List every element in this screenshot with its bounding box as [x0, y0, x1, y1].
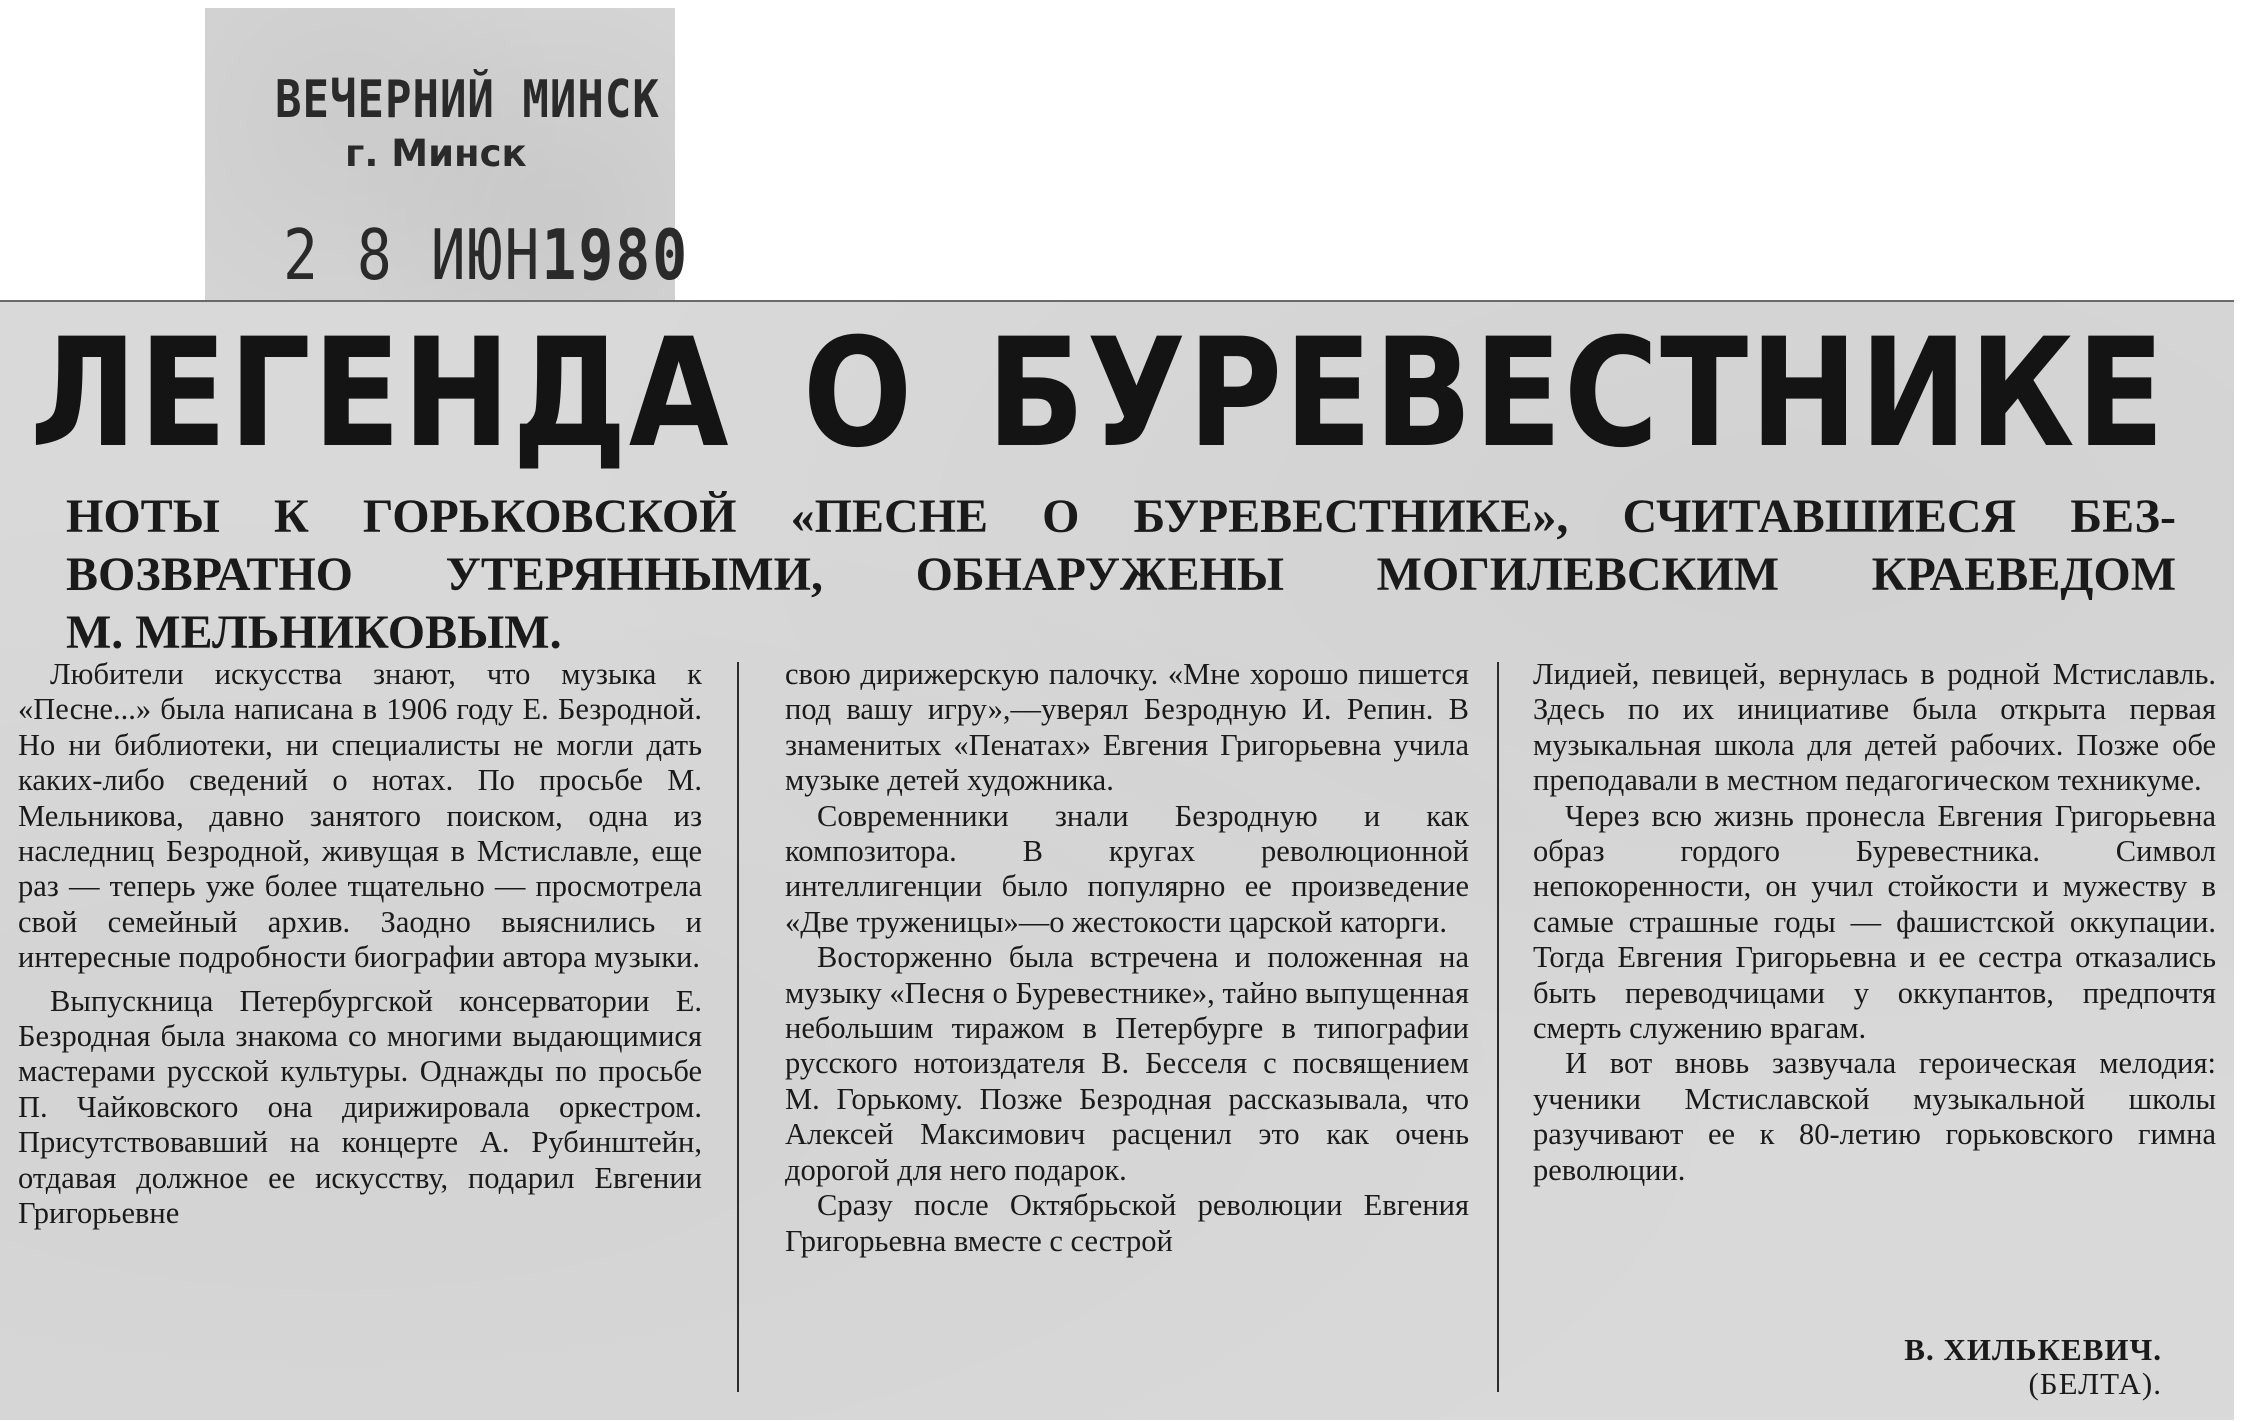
article-paragraph: свою дирижерскую палочку. «Мне хорошо пишется под вашу игру»,—уверял Безродную И. Репин. В знаменитых «Пенатах» Евгения Григорьевна учила музыке детей художника.	[785, 657, 1469, 798]
subheadline-line: НОТЫ К ГОРЬКОВСКОЙ «ПЕСНЕ О БУРЕВЕСТНИКЕ», СЧИТАВШИЕСЯ БЕЗ-	[66, 490, 2176, 543]
newspaper-clipping	[0, 300, 2234, 1420]
column-divider	[737, 662, 739, 1392]
article-paragraph: Современники знали Безродную и как композитора. В кругах революционной интеллигенции было популярно ее произведение «Две труженицы»—о жестокости царской каторги.	[785, 798, 1469, 939]
article-column-3	[1533, 657, 2216, 1188]
article-column-2	[785, 657, 1469, 1259]
column-divider	[1497, 662, 1499, 1392]
subheadline-line: М. МЕЛЬНИКОВЫМ.	[66, 606, 562, 659]
stamp-city: г. Минск	[345, 132, 527, 175]
article-author: В. ХИЛЬКЕВИЧ.	[1904, 1332, 2162, 1367]
article-paragraph: Лидией, певицей, вернулась в родной Мстиславль. Здесь по их инициативе была открыта первая музыкальная школа для детей рабочих. Позже обе преподавали в местном педагогическом техникуме.	[1533, 657, 2216, 798]
article-column-1	[18, 657, 702, 1232]
article-paragraph: Восторженно была встречена и положенная на музыку «Песня о Буревестнике», тайно выпущенная небольшим тиражом в Петербурге в типографии русского нотоиздателя В. Бесселя с посвящением М. Горькому. Позже Безродная рассказывала, что Алексей Максимович расценил это как очень дорогой для него подарок.	[785, 940, 1469, 1187]
article-paragraph: И вот вновь зазвучала героическая мелодия: ученики Мстиславской музыкальной школы разучивают ее к 80-летию горьковского гимна революции.	[1533, 1046, 2216, 1187]
article-subheadline	[66, 488, 2176, 662]
stamp-date-year: 1980	[541, 214, 690, 296]
stamp-date	[283, 214, 689, 296]
stamp-date-month: ИЮН	[430, 214, 542, 296]
stamp-newspaper-name: ВЕЧЕРНИЙ МИНСК	[275, 70, 660, 131]
article-paragraph: Сразу после Октябрьской революции Евгения Григорьевна вместе с сестрой	[785, 1188, 1469, 1258]
subheadline-line: ВОЗВРАТНО УТЕРЯННЫМИ, ОБНАРУЖЕНЫ МОГИЛЕВСКИМ КРАЕВЕДОМ	[66, 548, 2176, 601]
article-agency: (БЕЛТА).	[2028, 1366, 2162, 1401]
newspaper-date-stamp	[205, 8, 690, 302]
article-paragraph: Выпускница Петербургской консерватории Е. Безродная была знакома со многими выдающимися мастерами русской культуры. Однажды по просьбе П. Чайковского она дирижировала оркестром. Присутствовавший на концерте А. Рубинштейн, отдавая должное ее искусству, подарил Евгении Григорьевне	[18, 983, 702, 1231]
article-paragraph: Любители искусства знают, что музыка к «Песне...» была написана в 1906 году Е. Безродной. Но ни библиотеки, ни специалисты не могли дать каких-либо сведений о нотах. По просьбе М. Мельникова, давно занятого поиском, одна из наследниц Безродной, живущая в Мстиславле, еще раз — теперь уже более тщательно — просмотрела свой семейный архив. Заодно выяснились и интересные подробности биографии автора музыки.	[18, 657, 702, 975]
stamp-date-day: 2 8	[283, 214, 394, 296]
article-paragraph: Через всю жизнь пронесла Евгения Григорьевна образ гордого Буревестника. Символ непокоренности, он учил стойкости и мужеству в самые страшные годы — фашистской оккупации. Тогда Евгения Григорьевна и ее сестра отказались быть переводчицами у оккупантов, предпочтя смерть служению врагам.	[1533, 798, 2216, 1046]
article-headline: ЛЕГЕНДА О БУРЕВЕСТНИКЕ	[30, 307, 2167, 481]
